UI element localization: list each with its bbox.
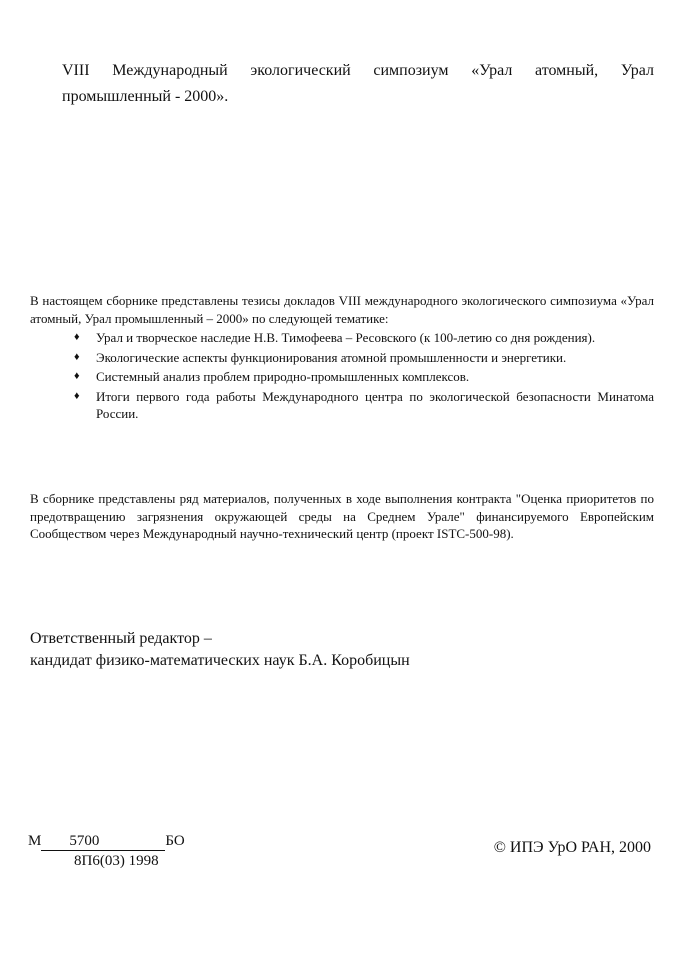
code-prefix: М (28, 833, 42, 849)
diamond-bullet-icon: ♦ (74, 350, 80, 363)
list-item: ♦ Урал и творческое наследие Н.В. Тимофеева – Ресовского (к 100-летию со дня рождения). (74, 330, 596, 345)
diamond-bullet-icon: ♦ (74, 370, 80, 382)
contract-note: В сборнике представлены ряд материалов, полученных в ходе выполнения контракта "Оценка приоритетов по предотвращению загрязнения окружающей среды на Среднем Урале" финансируемого Европейским Сообществом через Международный научно-технический центр (проект ISTC-500-98). (30, 491, 654, 541)
code-number: 5700 (41, 832, 127, 851)
diamond-bullet-icon: ♦ (74, 389, 80, 402)
symposium-title: VIII Международный экологический симпозиум «Урал атомный, Урал промышленный - 2000». (62, 62, 654, 105)
editor-role: Ответственный редактор – (30, 630, 212, 647)
editor-section (30, 628, 630, 672)
diamond-bullet-icon: ♦ (74, 331, 80, 343)
copyright: © ИПЭ УрО РАН, 2000 (493, 839, 651, 856)
code-suffix: БО (165, 833, 185, 849)
list-item: ♦ Системный анализ проблем природно-промышленных комплексов. (74, 369, 470, 384)
topics-list (30, 329, 654, 423)
catalog-code (28, 832, 258, 872)
code-line2: 8П6(03) 1998 (74, 853, 159, 869)
intro-section (30, 292, 654, 425)
list-item: ♦ Итоги первого года работы Международного центра по экологической безопасности Минатома России. (74, 388, 654, 421)
intro-text: В настоящем сборнике представлены тезисы докладов VIII международного экологического симпозиума «Урал атомный, Урал промышленный – 2000» по следующей тематике: (30, 293, 654, 326)
editor-name: кандидат физико-математических наук Б.А. Коробицын (30, 652, 410, 669)
list-item: ♦ Экологические аспекты функционирования атомной промышленности и энергетики. (74, 349, 567, 365)
